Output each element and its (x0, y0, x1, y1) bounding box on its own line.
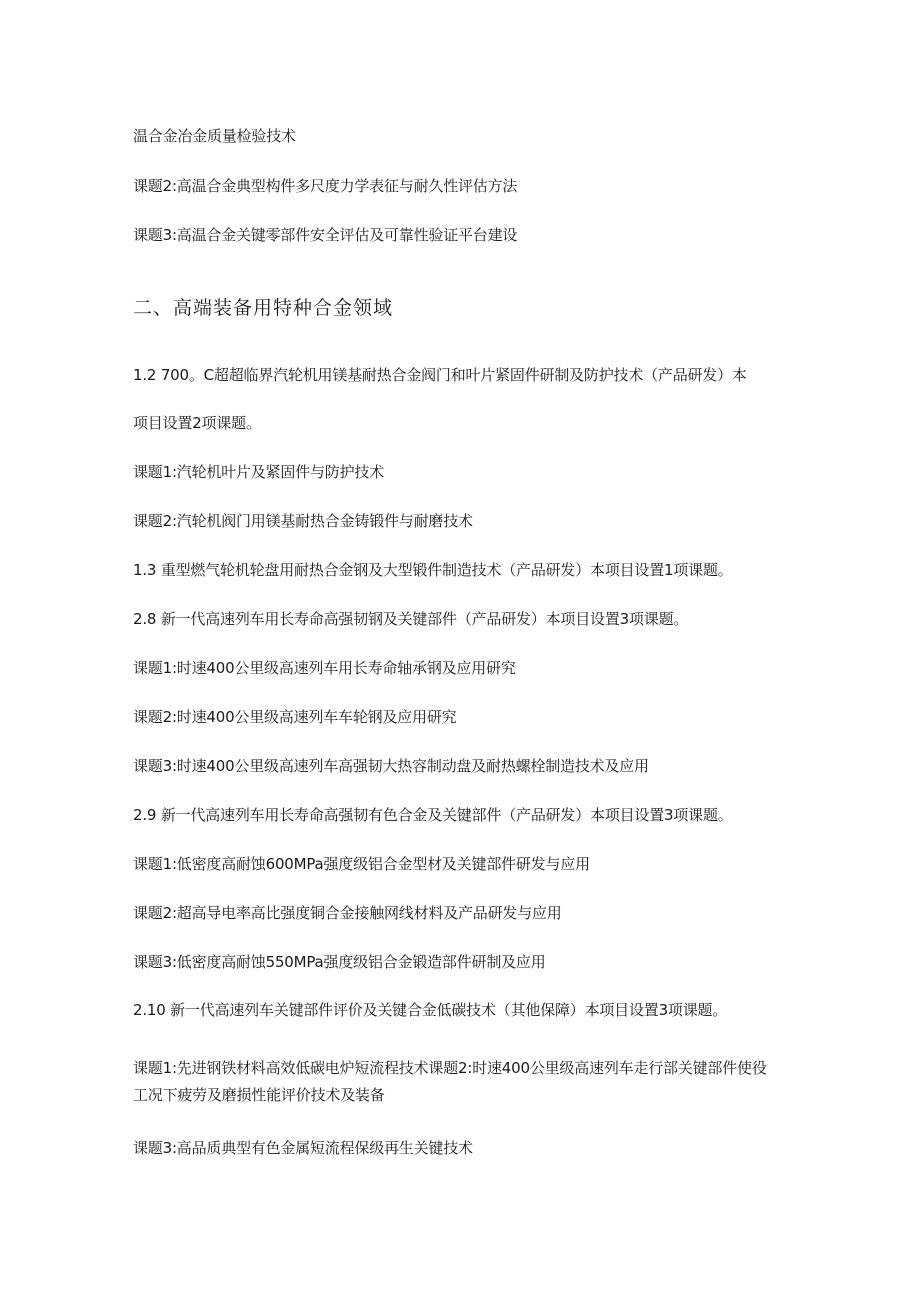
section-heading: 二、高端装备用特种合金领域 (133, 297, 394, 319)
text-line: 课题1:时速400公里级高速列车用长寿命轴承钢及应用研究 (133, 659, 516, 677)
text-line: 温合金冶金质量检验技术 (133, 127, 296, 145)
text-line: 2.8 新一代高速列车用长寿命高强韧钢及关键部件（产品研发）本项目设置3项课题。 (133, 610, 689, 628)
text-line: 1.2 700。C超超临界汽轮机用镁基耐热合金阀门和叶片紧固件研制及防护技术（产品研发）本 (133, 366, 747, 384)
text-line: 课题3:时速400公里级高速列车高强韧大热容制动盘及耐热螺栓制造技术及应用 (133, 757, 649, 775)
text-line: 课题3:高品质典型有色金属短流程保级再生关键技术 (133, 1139, 473, 1157)
text-line: 工况下疲劳及磨损性能评价技术及装备 (133, 1086, 385, 1104)
text-line: 课题1:低密度高耐蚀600MPa强度级铝合金型材及关键部件研发与应用 (133, 855, 590, 873)
text-line: 课题1:汽轮机叶片及紧固件与防护技术 (133, 463, 384, 481)
text-line: 课题2:汽轮机阀门用镁基耐热合金铸锻件与耐磨技术 (133, 512, 473, 530)
text-line: 1.3 重型燃气轮机轮盘用耐热合金钢及大型锻件制造技术（产品研发）本项目设置1项课题。 (133, 561, 733, 579)
text-line: 2.10 新一代高速列车关键部件评价及关键合金低碳技术（其他保障）本项目设置3项课题。 (133, 1001, 728, 1019)
text-line: 课题3:高温合金关键零部件安全评估及可靠性验证平台建设 (133, 226, 518, 244)
text-line: 2.9 新一代高速列车用长寿命高强韧有色合金及关键部件（产品研发）本项目设置3项课题。 (133, 806, 733, 824)
text-line: 课题1:先进钢铁材料高效低碳电炉短流程技术课题2:时速400公里级高速列车走行部关键部件使役 (133, 1059, 767, 1077)
text-line: 课题2:高温合金典型构件多尺度力学表征与耐久性评估方法 (133, 177, 518, 195)
text-line: 课题2:超高导电率高比强度铜合金接触网线材料及产品研发与应用 (133, 904, 562, 922)
text-line: 课题2:时速400公里级高速列车车轮钢及应用研究 (133, 708, 457, 726)
text-line: 项目设置2项课题。 (133, 414, 261, 432)
text-line: 课题3:低密度高耐蚀550MPa强度级铝合金锻造部件研制及应用 (133, 953, 546, 971)
